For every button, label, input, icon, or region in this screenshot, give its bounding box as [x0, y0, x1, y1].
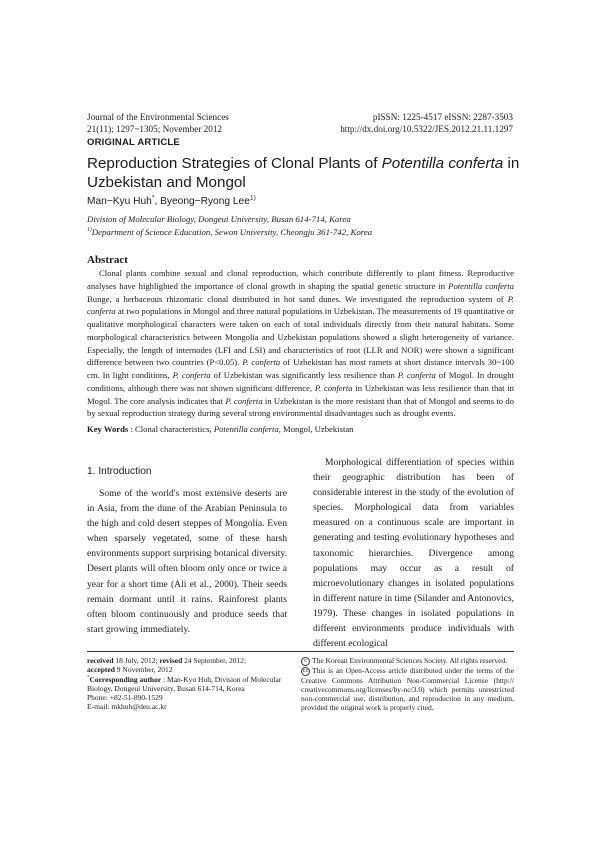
affiliation-2-line [87, 226, 372, 239]
email[interactable]: E-mail: mkhuh@deu.ac.kr [87, 702, 167, 712]
received-date: 18 July, 2012; [113, 656, 160, 665]
footnote-left [87, 656, 287, 712]
abstract-text: in Uzbekistan is the more resistant than that of Mongol and seems to do by sexual reproduction strategy during several strong environmental disadvantages such as drought events. [87, 395, 514, 419]
copyright-text: The Korean Environmental Sciences Society. All rights reserved. [312, 656, 508, 665]
article-type: ORIGINAL ARTICLE [87, 137, 180, 148]
footnote-divider [87, 651, 514, 652]
author-1: Man−Kyu Huh [87, 196, 152, 207]
right-column [313, 455, 514, 651]
keywords-species: Potentilla conferta [213, 424, 279, 434]
accepted-label: accepted [87, 665, 115, 675]
abstract-species: P. conferta [242, 357, 281, 368]
author-1-mark: * [151, 194, 155, 202]
introduction-paragraph-1: Some of the world's most extensive deserts are in Asia, from the dune of the Arabian Peninsula to the high and cold desert steppes of Mongolia. Even when sparsely vegetated, some of these harsh environments support surprising botanical diversity. Desert plants will often bloom only once or twice a year for a short time (Ali et al., 2000). Their seeds remain dormant until it rains. Rainforest plants often bloom continuously and produce seeds that start growing immediately. [87, 488, 287, 635]
introduction-heading: 1. Introduction [87, 466, 152, 477]
abstract-paragraph [87, 267, 514, 420]
received-label: received [87, 656, 114, 665]
footnote-right [301, 656, 514, 713]
introduction-paragraph-2: Morphological differentiation of species within their geographic distribution has been of considerable interest in the study of the evolution of species. Morphological data from variables measured on a continuous scale are important in generating and testing evolutionary hypotheses and taxonomic hierarchies. Divergence among populations may occur as a result of microevolutionary changes in isolated populations in different nature in time (Silander and Antonovics, 1979). These changes in isolated populations in different environments produce individuals with different ecological [313, 457, 514, 650]
affiliation-1: Division of Molecular Biology, Dongeui University, Busan 614-714, Korea [87, 214, 351, 224]
revised-date: 24 September, 2012; [182, 656, 247, 665]
corresponding-text: : Man-Kyu Huh, Division of Molecular Biology, Dongeui University, Busan 614-714, Korea [87, 674, 282, 693]
abstract-species: P. conferta [87, 293, 514, 317]
keywords-pre: : Clonal characteristics, [128, 424, 214, 434]
copyright-icon: c [301, 657, 310, 666]
title-line2: Uzbekistan and Mongol [87, 174, 246, 191]
title-part2: in [503, 155, 520, 172]
abstract-text: of Uzbekistan has most ramets at short distance intervals 30~100 cm. In light conditions, [87, 357, 514, 380]
abstract-text: at two populations in Mongol and three natural populations in Uzbekistan. The measurements of 19 quantitative or qualitative morphological characters were taken on each of total individuals directly from their natural habitats. Some morphological characteristics between Mongolia and Uzbekistan populations showed a slight heterogeneity of variance. Especially, the length of internodes (LFI and LSI) and characteristics of root (LLR and NOR) were shown a significant difference between two countries (P<0.05). [87, 306, 514, 368]
left-column [87, 486, 287, 637]
abstract-body [87, 267, 514, 420]
keywords [87, 424, 514, 434]
affiliations [87, 213, 372, 239]
dates-line-1 [87, 656, 287, 665]
keywords-post: , Mongol, Uzbekistan [278, 424, 354, 434]
license-line [301, 666, 514, 713]
abstract-heading: Abstract [87, 254, 128, 266]
affiliation-2: Department of Science Education, Sewon University, Cheongju 361-742, Korea [91, 227, 373, 237]
journal-volume: 21(11); 1297~1305; November 2012 [87, 124, 223, 134]
keywords-label: Key Words [87, 424, 129, 434]
journal-name: Journal of the Environmental Sciences [87, 112, 229, 122]
author-sep: , [154, 196, 161, 207]
affiliation-2-mark: 1) [87, 227, 92, 234]
abstract-text: Clonal plants combine sexual and clonal reproduction, which contribute differently to plant fitness. Reproductive analyses have highlighted the importance of clonal growth in shaping the spatial genetic structure in [87, 268, 514, 291]
title-species: Potentilla conferta [381, 155, 504, 172]
abstract-text: of Uzbekistan was significantly less resilience than [210, 370, 398, 380]
abstract-species: Potentilla conferta [448, 280, 514, 291]
abstract-species: P. conferta [225, 395, 263, 406]
abstract-text: of Mogol. In drought conditions, although there was not shown significant difference, [87, 370, 514, 393]
abstract-species: P. conferta [172, 370, 211, 380]
abstract-species: P. conferta [314, 382, 353, 393]
revised-label: revised [159, 656, 183, 665]
article-title [87, 154, 527, 192]
copyright-line [301, 656, 514, 666]
dates-line-2 [87, 665, 287, 674]
author-2-mark: 1) [249, 194, 256, 202]
abstract-text: in Uzbekistan was less resilience than that in Mogol. The core analysis indicates that [87, 382, 514, 406]
author-2: Byeong−Ryong Lee [160, 196, 250, 207]
corresponding-label: Corresponding author [89, 674, 162, 684]
authors [87, 196, 256, 207]
issn: pISSN: 1225-4517 eISSN: 2287-3503 [372, 112, 513, 122]
doi-link[interactable]: http://dx.doi.org/10.5322/JES.2012.21.11.1297 [340, 124, 513, 134]
accepted-date: 9 November, 2012 [114, 665, 173, 675]
abstract-species: P. conferta [397, 370, 436, 380]
journal-header-left [87, 111, 229, 135]
corresponding-mark: * [87, 675, 90, 681]
title-part1: Reproduction Strategies of Clonal Plants of [87, 155, 382, 172]
phone: Phone: +82-51-890-1529 [87, 693, 163, 703]
creative-commons-icon: cc [302, 667, 309, 674]
abstract-text: Bunge, a herbaceous rhizomatic clonal distributed in hot sand dunes. We investigated the reproduction system of [87, 293, 508, 304]
corresponding-author [87, 675, 287, 694]
journal-header-right [340, 111, 513, 135]
license-text: This is an Open-Access article distributed under the terms of the Creative Commons Attribution Non-Commercial License (http:// creativecommons.org/licenses/by-nc/3.0) which permits unrestricted non-commercial use, distribution, and reproduction in any medium, provided the original work is properly cited. [301, 665, 514, 713]
